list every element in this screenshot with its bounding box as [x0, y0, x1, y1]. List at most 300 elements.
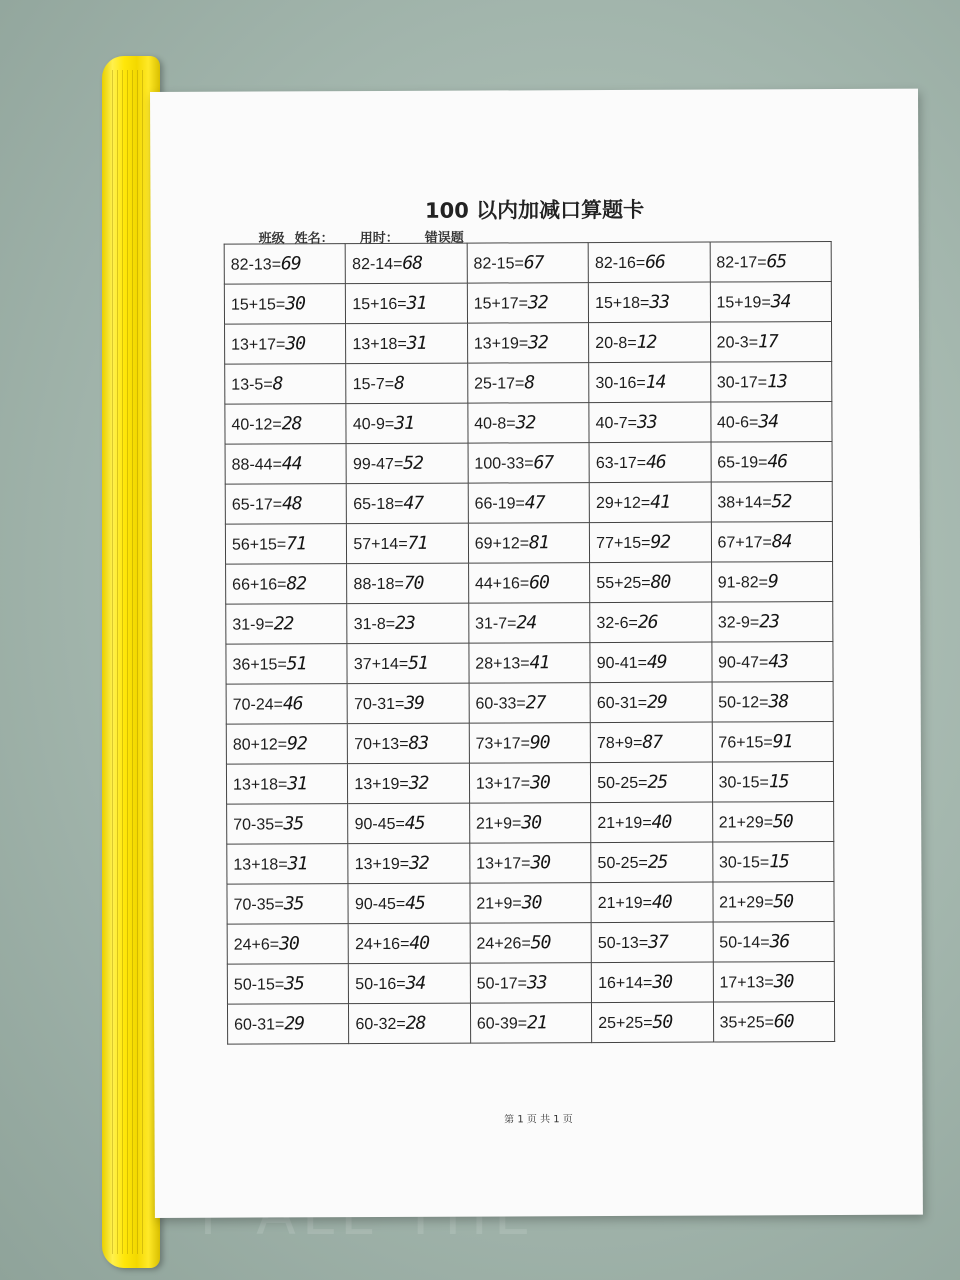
handwritten-answer: 45 — [405, 892, 425, 914]
handwritten-answer: 23 — [759, 611, 779, 633]
handwritten-answer: 25 — [647, 771, 668, 793]
problem-cell — [590, 682, 712, 723]
problem-question: 40-12= — [231, 416, 282, 434]
problem-question: 50-13= — [597, 934, 649, 953]
handwritten-answer: 67 — [533, 452, 554, 474]
problem-question: 100-33= — [474, 455, 534, 473]
problem-question: 60-33= — [475, 695, 526, 713]
problem-cell — [589, 442, 711, 483]
handwritten-answer: 46 — [282, 693, 303, 715]
handwritten-answer: 71 — [407, 532, 428, 554]
problem-question: 88-18= — [353, 575, 404, 594]
problem-cell — [591, 842, 713, 883]
problem-cell — [712, 802, 834, 843]
problem-question: 13+17= — [476, 855, 531, 873]
problem-cell — [710, 282, 832, 323]
problem-question: 38+14= — [717, 494, 772, 512]
problem-question: 21+9= — [475, 815, 522, 833]
problem-question: 44+16= — [474, 575, 530, 593]
problem-question: 82-15= — [473, 255, 524, 273]
problem-question: 50-17= — [476, 975, 527, 993]
handwritten-answer: 35 — [284, 973, 304, 995]
handwritten-answer: 26 — [637, 611, 658, 633]
handwritten-answer: 27 — [525, 692, 546, 714]
handwritten-answer: 47 — [403, 492, 424, 514]
problem-question: 28+13= — [475, 655, 530, 673]
problem-question: 57+14= — [353, 535, 408, 554]
problem-question: 70+13= — [354, 735, 409, 754]
problem-cell — [589, 282, 711, 323]
handwritten-answer: 92 — [287, 733, 307, 755]
problem-cell — [710, 362, 832, 403]
handwritten-answer: 24 — [516, 612, 537, 634]
handwritten-answer: 32 — [527, 292, 548, 314]
handwritten-answer: 34 — [770, 291, 791, 313]
problem-cell — [588, 242, 710, 283]
table-row — [226, 602, 833, 645]
handwritten-answer: 81 — [528, 532, 549, 554]
handwritten-answer: 30 — [530, 852, 551, 874]
handwritten-answer: 71 — [286, 533, 306, 555]
problem-cell — [227, 924, 349, 965]
problem-question: 30-16= — [595, 374, 646, 393]
problem-cell — [224, 284, 346, 325]
problem-question: 15+15= — [230, 296, 286, 314]
handwritten-answer: 33 — [526, 972, 547, 994]
handwritten-answer: 91 — [772, 731, 793, 753]
handwritten-answer: 33 — [649, 291, 670, 313]
problem-cell — [468, 403, 590, 444]
problem-question: 65-18= — [353, 495, 404, 514]
problem-cell — [592, 1002, 714, 1043]
problem-cell — [346, 363, 468, 404]
problem-question: 50-12= — [718, 694, 769, 712]
problem-question: 37+14= — [353, 655, 409, 674]
handwritten-answer: 51 — [286, 653, 307, 675]
problem-cell — [711, 522, 833, 563]
handwritten-answer: 15 — [768, 771, 789, 793]
handwritten-answer: 13 — [767, 371, 787, 393]
problem-cell — [591, 922, 713, 963]
problem-cell — [346, 283, 468, 324]
problem-question: 90-41= — [596, 654, 647, 673]
handwritten-answer: 44 — [281, 453, 302, 475]
problem-cell — [470, 1003, 592, 1044]
problem-cell — [347, 603, 469, 644]
problem-cell — [347, 683, 469, 724]
handwritten-answer: 28 — [405, 1012, 426, 1034]
handwritten-answer: 31 — [287, 773, 308, 795]
handwritten-answer: 92 — [650, 531, 671, 553]
problem-question: 32-6= — [596, 614, 638, 633]
problem-question: 30-15= — [718, 774, 769, 792]
problem-question: 60-39= — [476, 1015, 528, 1033]
problem-cell — [469, 763, 591, 804]
problem-question: 13-5= — [231, 376, 273, 394]
problem-cell — [225, 324, 347, 365]
problem-question: 24+6= — [233, 936, 280, 954]
handwritten-answer: 35 — [283, 893, 304, 915]
handwritten-answer: 65 — [766, 251, 787, 273]
handwritten-answer: 70 — [403, 572, 424, 594]
problem-cell — [590, 602, 712, 643]
problem-cell — [589, 322, 711, 363]
handwritten-answer: 51 — [408, 652, 428, 674]
problem-cell — [711, 642, 833, 683]
problem-question: 31-9= — [232, 616, 274, 634]
problem-cell — [227, 844, 349, 885]
handwritten-answer: 37 — [648, 931, 668, 953]
problem-cell — [469, 603, 591, 644]
handwritten-answer: 23 — [395, 612, 415, 634]
problem-question: 21+19= — [597, 894, 653, 913]
problem-question: 66+16= — [232, 576, 287, 594]
handwritten-answer: 60 — [529, 572, 549, 594]
problem-cell — [225, 484, 347, 525]
problem-question: 31-8= — [353, 615, 396, 634]
problem-cell — [591, 762, 713, 803]
problem-cell — [347, 563, 469, 604]
problem-cell — [467, 243, 589, 284]
handwritten-answer: 14 — [645, 371, 666, 393]
problem-question: 90-45= — [354, 895, 406, 914]
handwritten-answer: 40 — [409, 932, 430, 954]
handwritten-answer: 36 — [769, 931, 790, 953]
problem-cell — [349, 1003, 471, 1044]
table-row — [225, 362, 832, 405]
handwritten-answer: 8 — [524, 372, 535, 394]
handwritten-answer: 46 — [646, 451, 666, 473]
handwritten-answer: 38 — [768, 691, 789, 713]
problem-question: 13+19= — [354, 855, 410, 874]
worksheet-paper — [150, 89, 923, 1218]
handwritten-answer: 30 — [279, 933, 299, 955]
problem-cell — [468, 483, 590, 524]
problem-question: 21+29= — [718, 814, 774, 832]
handwritten-answer: 30 — [285, 333, 306, 355]
time-label: 用时： — [359, 230, 399, 247]
handwritten-answer: 41 — [650, 491, 670, 513]
problem-cell — [712, 682, 834, 723]
problem-question: 70-35= — [233, 816, 284, 834]
problem-question: 50-15= — [233, 976, 285, 994]
handwritten-answer: 41 — [529, 652, 550, 674]
problem-question: 15+19= — [716, 294, 771, 312]
problem-cell — [711, 442, 833, 483]
problem-cell — [346, 323, 468, 364]
table-row — [226, 642, 833, 685]
table-row — [225, 322, 832, 365]
problem-question: 40-7= — [595, 414, 638, 433]
table-row — [227, 922, 834, 965]
handwritten-answer: 15 — [769, 851, 789, 873]
problem-question: 67+17= — [717, 534, 772, 552]
table-row — [227, 1002, 834, 1045]
problem-cell — [591, 802, 713, 843]
problem-cell — [590, 642, 712, 683]
problem-question: 13+18= — [233, 856, 288, 874]
problem-question: 65-17= — [231, 496, 283, 514]
problem-cell — [712, 762, 834, 803]
problem-question: 70-24= — [232, 696, 283, 714]
problem-question: 13+18= — [232, 776, 288, 794]
problem-cell — [226, 644, 348, 685]
handwritten-answer: 12 — [636, 331, 657, 353]
problem-cell — [713, 922, 835, 963]
handwritten-answer: 31 — [287, 853, 308, 875]
problem-cell — [470, 883, 592, 924]
problem-question: 40-6= — [716, 414, 759, 432]
handwritten-answer: 25 — [647, 851, 668, 873]
problem-cell — [711, 562, 833, 603]
problem-question: 50-25= — [597, 854, 648, 873]
problem-question: 21+9= — [476, 895, 522, 913]
problem-question: 30-15= — [718, 854, 770, 872]
problem-cell — [226, 764, 348, 805]
problem-question: 13+17= — [475, 775, 531, 793]
problem-cell — [349, 923, 471, 964]
problem-question: 82-13= — [230, 256, 282, 274]
handwritten-answer: 17 — [757, 331, 778, 353]
problem-cell — [225, 524, 347, 565]
problem-cell — [226, 564, 348, 605]
handwritten-answer: 29 — [647, 691, 667, 713]
problem-cell — [347, 523, 469, 564]
handwritten-answer: 40 — [651, 811, 672, 833]
problem-cell — [710, 402, 832, 443]
problem-question: 13+18= — [352, 335, 407, 354]
problem-question: 50-16= — [355, 975, 406, 994]
problem-question: 30-17= — [716, 374, 768, 392]
problem-cell — [468, 523, 590, 564]
table-row — [225, 482, 832, 525]
problem-question: 25-17= — [474, 375, 525, 393]
problem-question: 90-45= — [354, 815, 405, 834]
handwritten-answer: 34 — [405, 972, 426, 994]
problem-cell — [346, 243, 468, 284]
problem-cell — [713, 1002, 835, 1043]
problem-cell — [467, 323, 589, 364]
problem-question: 13+19= — [473, 335, 529, 353]
handwritten-answer: 33 — [636, 411, 657, 433]
problem-cell — [713, 962, 835, 1003]
handwritten-answer: 28 — [281, 413, 302, 435]
handwritten-answer: 47 — [524, 492, 545, 514]
handwritten-answer: 50 — [652, 1011, 673, 1033]
problem-question: 15+18= — [595, 294, 650, 313]
handwritten-answer: 8 — [272, 373, 283, 395]
problem-cell — [712, 842, 834, 883]
problem-question: 90-47= — [718, 654, 769, 672]
handwritten-answer: 9 — [767, 571, 778, 593]
problem-cell — [226, 724, 348, 765]
problem-cell — [225, 404, 347, 445]
problem-cell — [469, 803, 591, 844]
problem-question: 78+9= — [596, 734, 643, 753]
table-row — [226, 682, 833, 725]
problem-question: 32-9= — [717, 614, 760, 632]
problem-cell — [589, 402, 711, 443]
problem-question: 20-3= — [716, 334, 759, 352]
problem-question: 40-9= — [352, 415, 395, 434]
problem-question: 91-82= — [717, 574, 769, 592]
problem-question: 20-8= — [595, 334, 637, 353]
handwritten-answer: 80 — [650, 571, 671, 593]
problem-cell — [348, 723, 470, 764]
problem-question: 63-17= — [595, 454, 647, 473]
problem-cell — [589, 482, 711, 523]
problem-question: 21+29= — [719, 894, 774, 912]
class-label: 班级 — [258, 231, 285, 247]
handwritten-answer: 21 — [527, 1012, 547, 1034]
handwritten-answer: 30 — [530, 772, 550, 794]
handwritten-answer: 52 — [403, 452, 424, 474]
problem-cell — [226, 684, 348, 725]
problem-cell — [591, 962, 713, 1003]
handwritten-answer: 69 — [280, 253, 301, 275]
table-row — [226, 762, 833, 805]
problem-question: 31-7= — [475, 615, 517, 633]
handwritten-answer: 31 — [406, 292, 427, 314]
problem-cell — [225, 444, 347, 485]
problem-cell — [467, 363, 589, 404]
problem-cell — [227, 1004, 349, 1045]
problem-question: 40-8= — [474, 415, 516, 433]
problem-cell — [348, 843, 470, 884]
problem-cell — [590, 722, 712, 763]
problem-question: 13+19= — [354, 775, 409, 794]
handwritten-answer: 84 — [771, 531, 792, 553]
arithmetic-table — [224, 241, 835, 1045]
problem-cell — [347, 483, 469, 524]
problem-question: 66-19= — [474, 495, 525, 513]
problem-cell — [711, 602, 833, 643]
problem-question: 76+15= — [718, 734, 773, 752]
handwritten-answer: 67 — [523, 252, 544, 274]
problem-cell — [590, 522, 712, 563]
handwritten-answer: 50 — [530, 932, 551, 954]
handwritten-answer: 32 — [515, 412, 536, 434]
page-footer: 第 1 页 共 1 页 — [504, 1114, 573, 1126]
handwritten-answer: 50 — [772, 811, 793, 833]
problem-cell — [713, 882, 835, 923]
handwritten-answer: 50 — [773, 891, 794, 913]
problem-cell — [470, 963, 592, 1004]
handwritten-answer: 68 — [402, 252, 423, 274]
problem-cell — [710, 322, 832, 363]
problem-cell — [469, 723, 591, 764]
problem-cell — [469, 683, 591, 724]
handwritten-answer: 83 — [408, 732, 429, 754]
handwritten-answer: 30 — [521, 892, 542, 914]
handwritten-answer: 45 — [404, 812, 425, 834]
handwritten-answer: 30 — [521, 812, 542, 834]
problem-cell — [227, 884, 349, 925]
problem-question: 88-44= — [231, 456, 282, 474]
problem-question: 17+13= — [719, 974, 774, 992]
handwritten-answer: 46 — [767, 451, 788, 473]
handwritten-answer: 82 — [286, 573, 307, 595]
problem-cell — [710, 242, 832, 283]
handwritten-answer: 90 — [529, 732, 550, 754]
handwritten-answer: 34 — [758, 411, 779, 433]
problem-cell — [591, 882, 713, 923]
handwritten-answer: 29 — [284, 1013, 305, 1035]
problem-question: 55+25= — [596, 574, 651, 593]
problem-cell — [468, 443, 590, 484]
problem-question: 24+16= — [355, 935, 410, 954]
problem-question: 16+14= — [598, 974, 653, 993]
handwritten-answer: 22 — [273, 613, 294, 635]
problem-cell — [348, 803, 470, 844]
problem-cell — [469, 643, 591, 684]
handwritten-answer: 43 — [768, 651, 789, 673]
problem-question: 50-14= — [719, 934, 770, 952]
problem-cell — [346, 403, 468, 444]
problem-question: 82-14= — [352, 255, 403, 274]
problem-cell — [589, 362, 711, 403]
problem-cell — [348, 883, 470, 924]
problem-question: 56+15= — [231, 536, 287, 554]
problem-question: 80+12= — [232, 736, 288, 754]
handwritten-answer: 66 — [645, 251, 665, 273]
problem-cell — [470, 923, 592, 964]
problem-question: 29+12= — [595, 494, 651, 513]
problem-cell — [227, 804, 349, 845]
handwritten-answer: 40 — [651, 891, 672, 913]
handwritten-answer: 32 — [408, 772, 429, 794]
problem-question: 13+17= — [231, 336, 286, 354]
problem-question: 60-31= — [234, 1016, 285, 1034]
errors-label: 错误题 — [424, 230, 464, 246]
problem-question: 70-35= — [233, 896, 284, 914]
handwritten-answer: 39 — [404, 692, 425, 714]
problem-question: 82-16= — [594, 254, 646, 273]
problem-question: 15+17= — [473, 295, 529, 313]
table-row — [227, 962, 834, 1005]
handwritten-answer: 49 — [646, 651, 667, 673]
table-row — [227, 802, 834, 845]
problem-question: 24+26= — [476, 935, 531, 953]
handwritten-answer: 35 — [283, 813, 304, 835]
problem-question: 36+15= — [232, 656, 287, 674]
problem-cell — [227, 964, 349, 1005]
problem-question: 73+17= — [475, 735, 530, 753]
problem-cell — [468, 563, 590, 604]
table-row — [226, 722, 833, 765]
problem-question: 70-31= — [354, 695, 405, 714]
problem-cell — [349, 963, 471, 1004]
problem-question: 60-31= — [596, 694, 648, 713]
problem-cell — [470, 843, 592, 884]
problem-question: 25+25= — [598, 1014, 653, 1033]
problem-cell — [712, 722, 834, 763]
problem-question: 77+15= — [596, 534, 651, 553]
handwritten-answer: 52 — [771, 491, 792, 513]
handwritten-answer: 30 — [652, 971, 673, 993]
problem-cell — [590, 562, 712, 603]
handwritten-answer: 31 — [394, 412, 414, 434]
problem-question: 21+19= — [597, 814, 652, 833]
handwritten-answer: 48 — [282, 493, 302, 515]
handwritten-answer: 31 — [406, 332, 427, 354]
table-row — [224, 242, 831, 285]
table-row — [226, 562, 833, 605]
problem-question: 60-32= — [355, 1015, 406, 1034]
table-row — [227, 882, 834, 925]
handwritten-answer: 60 — [773, 1011, 794, 1033]
handwritten-answer: 30 — [773, 971, 794, 993]
